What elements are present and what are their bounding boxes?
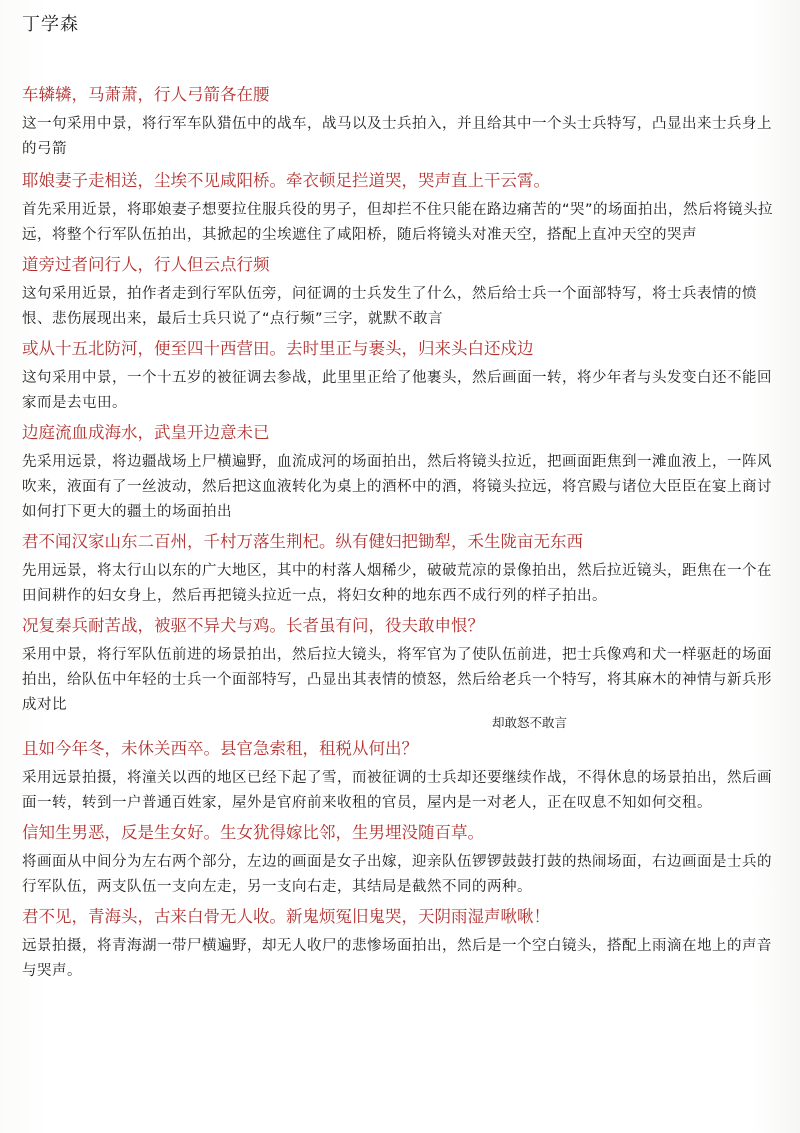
shot-description: 首先采用近景，将耶娘妻子想要拉住服兵役的男子，但却拦不住只能在路边痛苦的“哭”的场面拍出，然后将镜头拉远，将整个行军队伍拍出，其掀起的尘埃遮住了咸阳桥，随后将镜头对准天空，搭配上直冲天空的哭声 [22, 202, 774, 243]
shot-description: 将画面从中间分为左右两个部分，左边的画面是女子出嫁，迎亲队伍锣锣鼓鼓打鼓的热闹场面，右边画面是士兵的行军队伍，两支队伍一支向左走，另一支向右走，其结局是截然不同的两种。 [22, 854, 772, 895]
shot-description: 这一句采用中景，将行军车队猎伍中的战车，战马以及士兵拍入，并且给其中一个头士兵特写，凸显出来士兵身上的弓箭 [22, 116, 772, 157]
shot-description: 先采用远景，将边疆战场上尸横遍野，血流成河的场面拍出，然后将镜头拉近，把画面距焦到一滩血液上，一阵风吹来，液面有了一丝波动，然后把这血液转化为桌上的酒杯中的酒，将镜头拉远，将宫殿与诸位大臣臣在宴上商讨如何打下更大的疆土的场面拍出 [22, 454, 772, 520]
section-3 [22, 252, 780, 332]
poem-line: 耶娘妻子走相送，尘埃不见咸阳桥。牵衣顿足拦道哭，哭声直上干云霄。 [22, 171, 550, 190]
shot-description: 采用中景，将行军队伍前进的场景拍出，然后拉大镜头，将军官为了使队伍前进，把士兵像鸡和犬一样驱赶的场面拍出，给队伍中年轻的士兵一个面部特写，凸显出其表情的愤怒，然后给老兵一个特写，将其麻木的神情与新兵形成对比 [22, 647, 772, 713]
section-2 [22, 168, 780, 248]
shot-description: 先用远景，将太行山以东的广大地区，其中的村落人烟稀少，破破荒凉的景像拍出，然后拉近镜头，距焦在一个在田间耕作的妇女身上，然后再把镜头拉近一点，将妇女种的地东西不成行列的样子拍出。 [22, 563, 772, 604]
shot-description: 采用远景拍摄，将潼关以西的地区已经下起了雪，而被征调的士兵却还要继续作战，不得休息的场景拍出，然后画面一转，转到一户普通百姓家，屋外是官府前来收租的官员，屋内是一对老人，正在叹息不知如何交租。 [22, 770, 772, 811]
section-7 [22, 613, 780, 732]
poem-line: 车辚辚，马萧萧，行人弓箭各在腰 [22, 85, 270, 104]
shot-description: 远景拍摄，将青海湖一带尸横遍野，却无人收尸的悲惨场面拍出，然后是一个空白镜头，搭配上雨滴在地上的声音与哭声。 [22, 938, 772, 979]
section-10 [22, 904, 780, 984]
section-8 [22, 736, 780, 816]
content [22, 78, 780, 984]
section-1 [22, 82, 780, 162]
poem-line: 况复秦兵耐苦战，被驱不异犬与鸡。长者虽有问，役夫敢申恨？ [22, 616, 484, 635]
poem-line: 道旁过者问行人，行人但云点行频 [22, 255, 270, 274]
poem-line: 君不闻汉家山东二百州，千村万落生荆杞。纵有健妇把锄犁，禾生陇亩无东西 [22, 532, 583, 551]
section-5 [22, 420, 780, 525]
shot-description: 这句采用近景，拍作者走到行军队伍旁，问征调的士兵发生了什么，然后给士兵一个面部特写，将士兵表情的愤恨、悲伤展现出来，最后士兵只说了“点行频”三字，就默不敢言 [22, 286, 757, 327]
section-4 [22, 336, 780, 416]
shot-description: 这句采用中景，一个十五岁的被征调去参战，此里里正给了他裹头，然后画面一转，将少年者与头发变白还不能回家而是去屯田。 [22, 370, 772, 411]
section-6 [22, 529, 780, 609]
margin-note: 却敢怒不敢言 [492, 715, 568, 730]
poem-line: 或从十五北防河，便至四十西营田。去时里正与裹头，归来头白还戍边 [22, 339, 534, 358]
poem-line: 信知生男恶，反是生女好。生女犹得嫁比邻，生男埋没随百草。 [22, 823, 484, 842]
poem-line: 且如今年冬，未休关西卒。县官急索租，租税从何出？ [22, 739, 418, 758]
poem-line: 边庭流血成海水，武皇开边意未已 [22, 423, 270, 442]
section-9 [22, 820, 780, 900]
author-name: 丁学森 [22, 14, 79, 35]
poem-line: 君不见，青海头，古来白骨无人收。新鬼烦冤旧鬼哭，天阴雨湿声啾啾！ [22, 907, 550, 926]
